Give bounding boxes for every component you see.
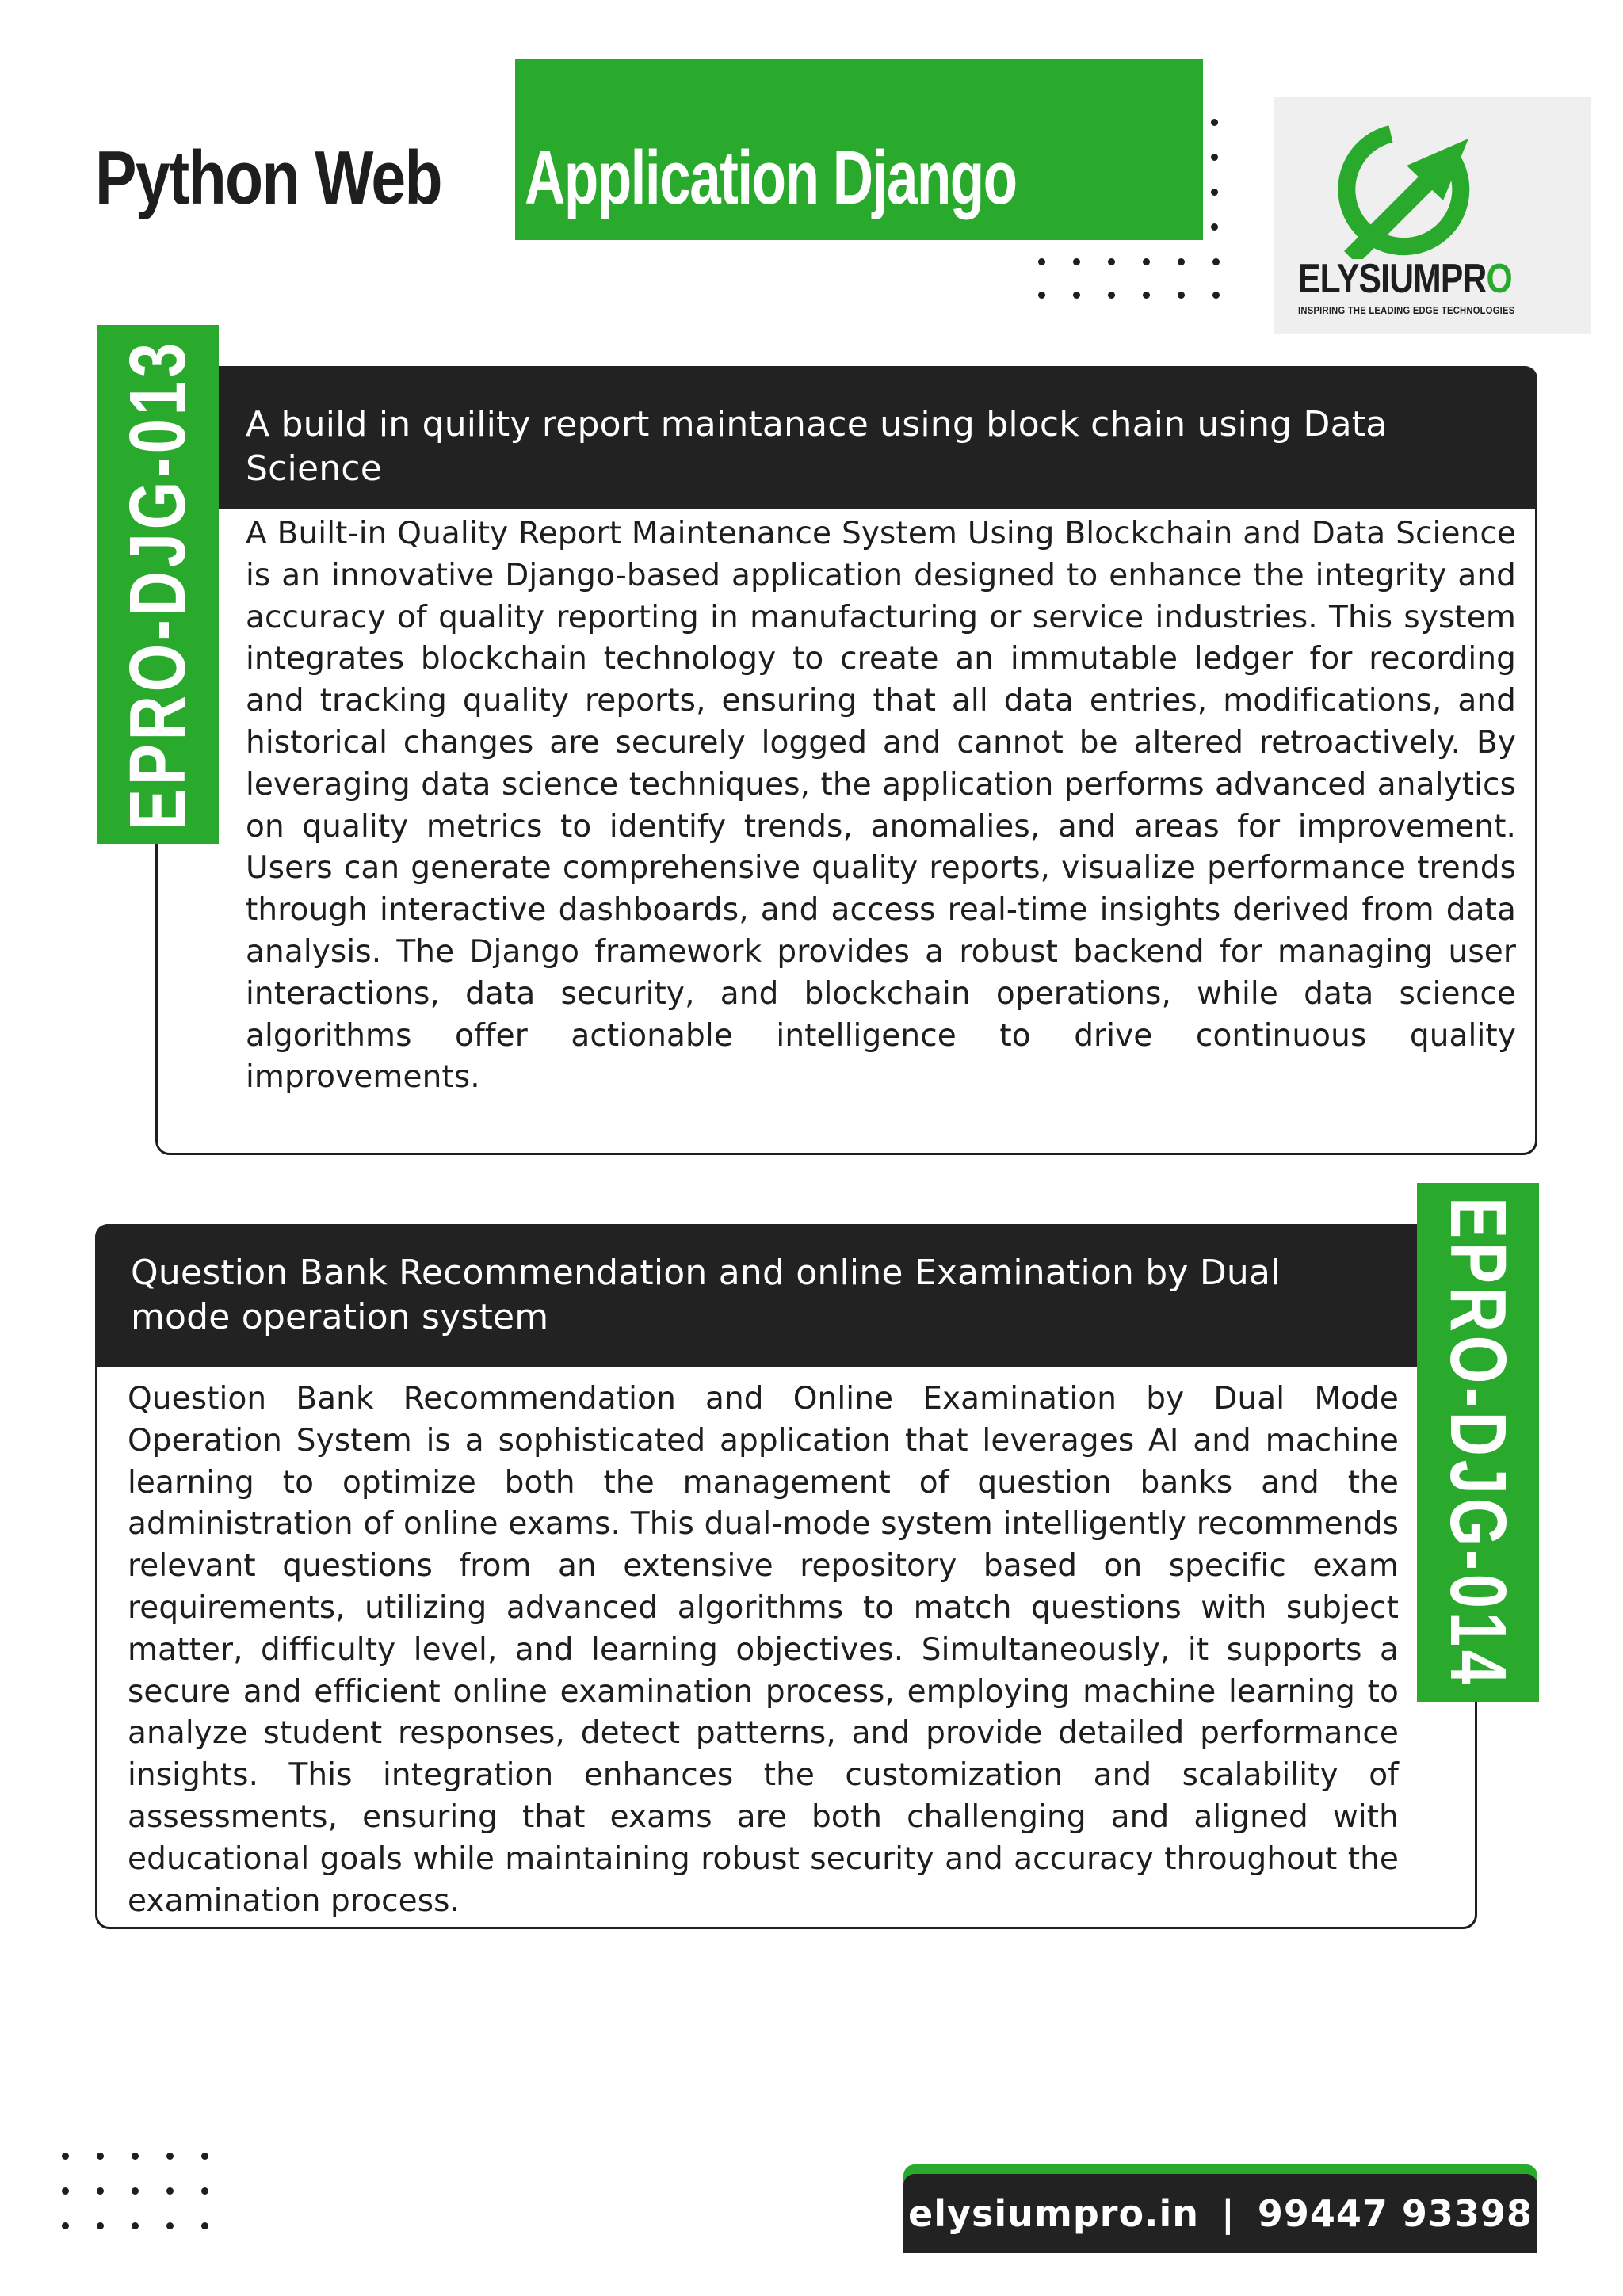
project-2-description: Question Bank Recommendation and Online Examination by Dual Mode Operation System is a sophisticated application that leverages AI and machine learning to optimize both the management of question banks and the administration of online exams. This dual-mode system intelligently recommends relevant questions from an extensive repository based on specific exam requirements, utilizing advanced algorithms to match questions with subject matter, difficulty level, and learning objectives. Simultaneously, it supports a secure and efficient online examination process, employing machine learning to analyze student responses, detect patterns, and provide detailed performance insights. This integration enhances the customization and scalability of assessments, ensuring that exams are both challenging and aligned with educational goals while maintaining robust security and accuracy throughout the examination process. [128,1381,1399,1919]
project-1-title: A build in quility report maintanace using block chain using Data Science [246,404,1388,489]
project-1-code: EPRO-DJG-013 [113,338,202,830]
project-1-code-tag [97,325,219,844]
brand-logo [1274,97,1591,334]
project-card-1-header [155,366,1537,509]
brand-name: ELYSIUMPRO [1298,256,1512,302]
footer-website[interactable]: elysiumpro.in [908,2192,1200,2235]
footer-contact-bar [903,2174,1537,2253]
footer-separator: | [1221,2192,1235,2235]
brand-tagline: INSPIRING THE LEADING EDGE TECHNOLOGIES [1298,304,1515,316]
footer-phone[interactable]: 99447 93398 [1257,2192,1533,2235]
project-card-1 [155,366,1537,1155]
project-2-title: Question Bank Recommendation and online Examination by Dual mode operation system [131,1253,1281,1337]
growth-arrow-circle-icon [1334,116,1484,259]
project-1-description: A Built-in Quality Report Maintenance System Using Blockchain and Data Science is an innovative Django-based application designed to enhance the integrity and accuracy of quality reporting in manufacturing or service industries. This system integrates blockchain technology to create an immutable ledger for recording and tracking quality reports, ensuring that all data entries, modifications, and historical changes are securely logged and cannot be altered retroactively. By leveraging data science techniques, the application performs advanced analytics on quality metrics to identify trends, anomalies, and areas for improvement. Users can generate comprehensive quality reports, visualize performance trends through interactive dashboards, and access real-time insights derived from data analysis. The Django framework provides a robust backend for managing user interactions, data security, and blockchain operations, while data science algorithms offer actionable intelligence to drive continuous quality improvements. [246,516,1516,1096]
project-2-code-tag [1417,1183,1539,1702]
project-card-2 [95,1224,1477,1929]
page-title-highlight: Application Django [525,135,1017,220]
page-title-prefix: Python Web [95,135,441,220]
project-card-2-header [95,1224,1477,1367]
project-2-code: EPRO-DJG-014 [1434,1196,1522,1688]
